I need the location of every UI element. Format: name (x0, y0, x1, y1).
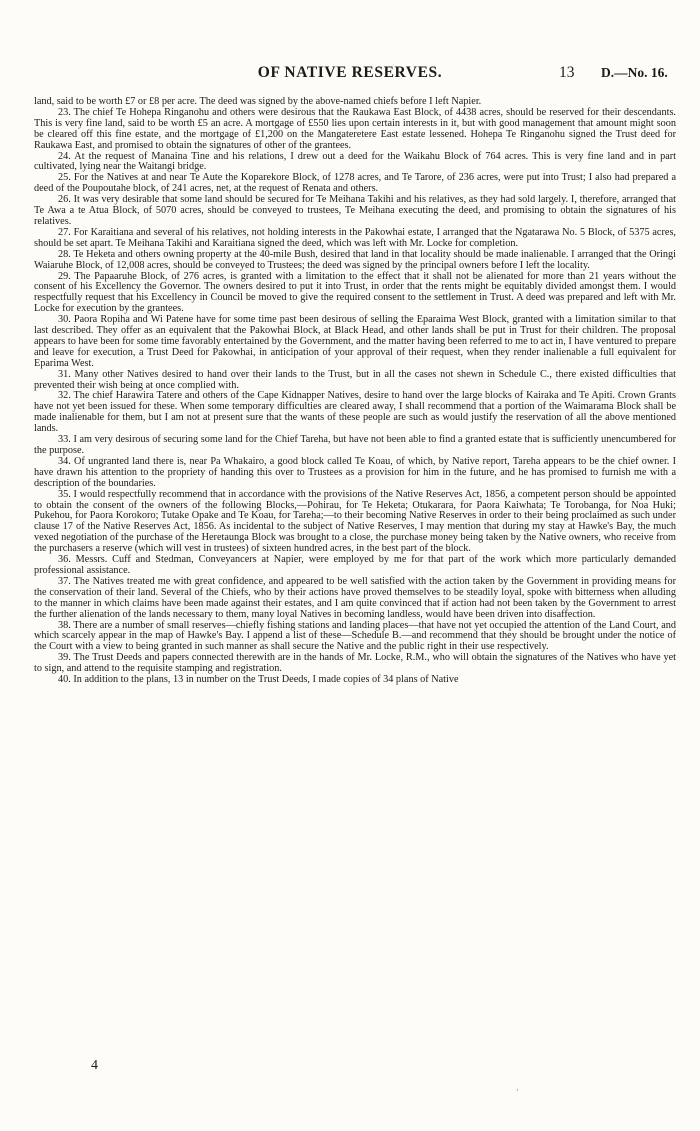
running-title: OF NATIVE RESERVES. (257, 64, 443, 81)
paragraph-36: 36. Messrs. Cuff and Stedman, Conveyancers at Napier, were employed by me for that part of the work which more particularly demanded professional assistance. (34, 554, 676, 576)
document-reference: D.—No. 16. (601, 65, 668, 80)
paragraph-30: 30. Paora Ropiha and Wi Patene have for some time past been desirous of selling the Eparaima West Block, granted with a limitation similar to that last described. They offer as an equivalent that the Pakowhai Block, at Black Head, and other lands shall be put in Trust for their children. The proposal appears to have been for some time favorably entertained by the Government, and the matter having been referred to me to act in, I have ventured to prepare and leave for execution, a Trust Deed for Pakowhai, in anticipation of your approval of their request, when they render inalienable a full equivalent for Eparima West. (34, 314, 676, 369)
paragraph-39: 39. The Trust Deeds and papers connected therewith are in the hands of Mr. Locke, R.M., who will obtain the signatures of the Natives who have yet to sign, and attend to the requisite stamping and registration. (34, 652, 676, 675)
paragraph-29: 29. The Papaaruhe Block, of 276 acres, is granted with a limitation to the effect that it shall not be alienated for more than 21 years without the consent of his Excellency the Governor. The owners desired to put it into Trust, in order that the rents might be equitably divided amongst them. I would respectfully request that his Excellency in Council be moved to give the required consent to the settlement in Trust. A deed was prepared and left with Mr. Locke for execution by the grantees. (34, 270, 676, 315)
stray-mark: · (516, 1085, 519, 1095)
paragraph-28: 28. Te Heketa and others owning property at the 40-mile Bush, desired that land in that locality should be made inalienable. I arranged that the Oringi Waiaruhe Block, of 12,008 acres, should be conveyed to Trustees; the deed was signed by the principal owners before I left the locality. (34, 248, 676, 271)
paragraph-31: 31. Many other Natives desired to hand over their lands to the Trust, but in all the cases not shewn in Schedule C., there existed difficulties that prevented their wish being at once complied with. (34, 368, 676, 391)
paragraph-26: 26. It was very desirable that some land should be secured for Te Meihana Takihi and his relatives, as they had sold largely. I, therefore, arranged that Te Awa a te Atua Block, of 5070 acres, should be conveyed to trustees, Te Meihana executing the deed, and promising to obtain the signatures of his relatives. (34, 194, 676, 227)
body-text (34, 97, 676, 686)
paragraph-24: 24. At the request of Manaina Tine and his relations, I drew out a deed for the Waikahu Block of 764 acres. This is very fine land and in part cultivated, lying near the Waitangi bridge. (34, 150, 676, 173)
paragraph-40: 40. In addition to the plans, 13 in number on the Trust Deeds, I made copies of 34 plans of Native (58, 674, 459, 686)
paragraph-35: 35. I would respectfully recommend that in accordance with the provisions of the Native Reserves Act, 1856, a competent person should be appointed to obtain the consent of the owners of the following Blocks,—Pohirau, for Te Heketa; Otukarara, for Paora Kaiwhata; Te Torobanga, for Noa Huki; Pukehou, for Paora Korokoro; Tutake Opake and Te Koau, for Tareha;—to their becoming Native Reserves in order to their being proclaimed as such under clause 17 of the Native Reserves Act, 1856. As incidental to the subject of Native Reserves, I may mention that during my stay at Hawke's Bay, the much vexed negotiation of the purchase of the Heretaunga Block was brought to a close, the purchase money being taken by the Native owners, who receive from the purchasers a reserve (which will vest in trustees) of sixteen hundred acres, in the best part of the block. (34, 488, 676, 555)
paragraph-33: 33. I am very desirous of securing some land for the Chief Tareha, but have not been able to find a granted estate that is sufficiently unencumbered for the purpose. (34, 434, 676, 456)
paragraph-continuation: land, said to be worth £7 or £8 per acre. The deed was signed by the above-named chiefs before I left Napier. (34, 96, 482, 107)
paragraph-23: 23. The chief Te Hohepa Ringanohu and others were desirous that the Raukawa East Block, of 4438 acres, should be reserved for their descendants. This is very fine land, said to be worth £5 an acre. A mortgage of £550 lies upon certain interests in it, but with good management that amount might soon be cleared off this fine estate, and the mortgage of £1,200 on the Mangateretere East estate lessened. Hohepa Te Ringanohu signed the Trust deed for Raukawa East, and promised to obtain the signatures of other of the grantees. (34, 106, 676, 151)
paragraph-37: 37. The Natives treated me with great confidence, and appeared to be well satisfied with the action taken by the Government in providing means for the conservation of their land. Several of the Chiefs, who by their actions have proved themselves to be steadily loyal, spoke with bitterness when alluding to the manner in which claims have been made against their estates, and I am quite convinced that if action had not been taken by the Government to arrest the further alienation of the lands necessary to them, many loyal Natives in becoming landless, would have been driven into disaffection. (34, 575, 676, 620)
paragraph-38: 38. There are a number of small reserves—chiefly fishing stations and landing places—that have not yet occupied the attention of the Land Court, and which scarcely appear in the map of Hawke's Bay. I append a list of these—Schedule B.—and recommend that they should be brought under the notice of the Court with a view to being granted in such manner as shall secure the Native and the public right in their use respectively. (34, 619, 676, 653)
paragraph-27: 27. For Karaitiana and several of his relatives, not holding interests in the Pakowhai estate, I arranged that the Ngatarawa No. 5 Block, of 5375 acres, should be set apart. Te Meihana Takihi and Karaitiana signed the deed, which was left with Mr. Locke for completion. (34, 226, 676, 249)
page-number: 13 (559, 64, 575, 81)
page-header (0, 64, 700, 84)
signature-mark: 4 (91, 1058, 98, 1073)
paragraph-34: 34. Of ungranted land there is, near Pa Whakairo, a good block called Te Koau, of which, by Native report, Tareha appears to be the chief owner. I have drawn his attention to the propriety of handing this over to Trustees as a provision for him in the future, and he has promised to furnish me with a description of the boundaries. (34, 455, 676, 489)
paragraph-25: 25. For the Natives at and near Te Aute the Koparekore Block, of 1278 acres, and Te Tarore, of 236 acres, were put into Trust; I also had prepared a deed of the Poupoutahe block, of 241 acres, net, at the request of Renata and others. (34, 172, 676, 195)
paragraph-32: 32. The chief Harawira Tatere and others of the Cape Kidnapper Natives, desire to hand over the large blocks of Kairaka and Te Apiti. Crown Grants have not yet been issued for these. When some temporary difficulties are cleared away, I shall recommend that a portion of the Waimarama Block shall be made inalienable for them, but I am not at present sure that the wants of these people are such as would justify the reservation of all the above mentioned lands. (34, 390, 676, 435)
